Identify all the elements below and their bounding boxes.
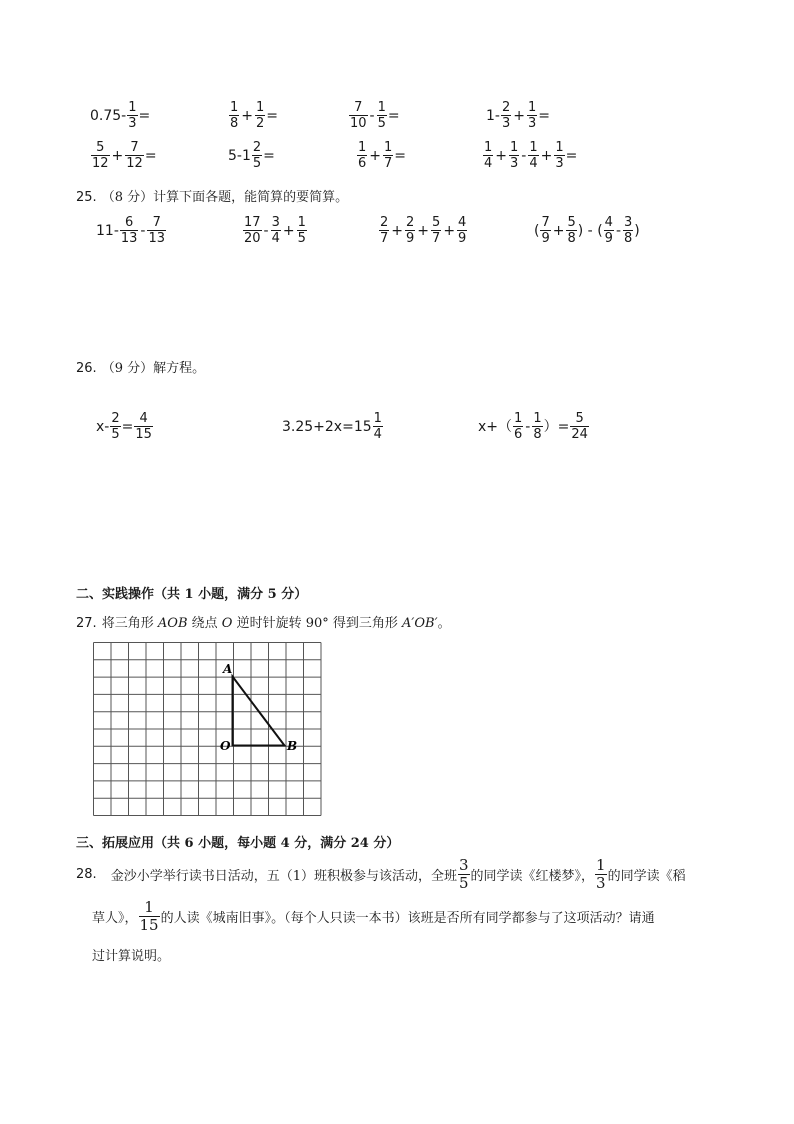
point-label-o: O — [220, 739, 231, 753]
point-label-b: B — [287, 739, 298, 753]
question-28-line-3: 过计算说明。 — [92, 949, 171, 964]
q25-expr-3: $\frac{2}{7}$ + $\frac{2}{9}$ + $\frac{5}{7}$ + $\frac{4}{9}$ — [380, 215, 467, 246]
oral-calc-4: 1- $\frac{2}{3}$ + $\frac{1}{3}$ = — [486, 100, 550, 131]
q26-equation-1: x- $\frac{2}{5}$ = $\frac{4}{15}$ — [96, 411, 152, 442]
fraction: $\frac{1}{15}$ — [139, 898, 159, 934]
oral-calc-1 — [90, 100, 150, 131]
fraction: $\frac{7}{13}$ — [148, 215, 166, 246]
fraction: $\frac{17}{20}$ — [244, 215, 261, 246]
fraction: $\frac{2}{3}$ — [501, 100, 511, 131]
question-28-line-2: 草人》， $\frac{1}{15}$ 的人读《城南旧事》。（每个人只读一本书）该班是否所有同学都参与了这项活动？请通 — [92, 898, 655, 934]
fraction: $\frac{1}{6}$ — [514, 411, 523, 442]
question-text: （8 分）计算下面各题，能简算的要简算。 — [101, 190, 349, 205]
section-heading-application: 三、拓展应用（共 6 小题，每小题 4 分，满分 24 分） — [76, 836, 400, 851]
fraction: $\frac{1}{3}$ — [510, 140, 519, 171]
fraction: $\frac{1}{8}$ — [230, 100, 239, 131]
question-27-text: 27. 将三角形 AOB 绕点 O 逆时针旋转 90° 得到三角形 A′OB′。 — [76, 616, 451, 631]
section-heading-practice: 二、实践操作（共 1 小题，满分 5 分） — [76, 587, 308, 602]
fraction: $\frac{1}{8}$ — [533, 411, 542, 442]
grid-lines — [94, 643, 322, 816]
question-number: 27. — [76, 616, 97, 631]
question-number: 25. — [76, 190, 97, 205]
question-26-header — [76, 357, 205, 376]
fraction: $\frac{4}{9}$ — [458, 215, 467, 246]
fraction: $\frac{1}{6}$ — [358, 140, 367, 171]
fraction: $\frac{5}{12}$ — [92, 140, 109, 171]
q25-expr-1: 11- $\frac{6}{13}$ - $\frac{7}{13}$ — [96, 215, 166, 246]
fraction: $\frac{7}{10}$ — [350, 100, 367, 131]
fraction: $\frac{3}{8}$ — [624, 215, 633, 246]
q25-expr-2: $\frac{17}{20}$ - $\frac{3}{4}$ + $\frac{1}{5}$ — [244, 215, 306, 246]
oral-calc-2: $\frac{1}{8}$ + $\frac{1}{2}$ = — [230, 100, 279, 131]
equals-sign: = — [138, 107, 151, 124]
fraction: $\frac{1}{2}$ — [256, 100, 265, 131]
fraction: $\frac{4}{15}$ — [135, 411, 152, 442]
fraction: $\frac{2}{9}$ — [406, 215, 415, 246]
oral-calc-8: $\frac{1}{4}$ + $\frac{1}{3}$ - $\frac{1}{4}$ + $\frac{1}{3}$ = — [484, 140, 578, 171]
fraction: $\frac{2}{7}$ — [380, 215, 389, 246]
question-25-header — [76, 186, 348, 205]
fraction: $\frac{1}{7}$ — [384, 140, 393, 171]
fraction: $\frac{1}{3}$ — [527, 100, 537, 131]
point-label-a: A — [223, 662, 233, 676]
fraction: $\frac{1}{5}$ — [377, 100, 386, 131]
fraction: $\frac{6}{13}$ — [120, 215, 138, 246]
fraction: $\frac{4}{9}$ — [604, 215, 613, 246]
fraction: $\frac{3}{5}$ — [458, 856, 469, 892]
q25-expr-4: ( $\frac{7}{9}$ + $\frac{5}{8}$ ) - ( $\frac{4}{9}$ - $\frac{3}{8}$ ) — [534, 215, 640, 246]
fraction: $\frac{1}{4}$ — [373, 411, 382, 442]
q26-equation-2: 3.25+2x=15 $\frac{1}{4}$ — [282, 411, 382, 442]
q26-equation-3: x+（ $\frac{1}{6}$ - $\frac{1}{8}$ ）= $\frac{5}{24}$ — [478, 411, 588, 442]
fraction: $\frac{5}{24}$ — [571, 411, 588, 442]
question-28-line-1: 28. 金沙小学举行读书日活动，五（1）班积极参与该活动，全班 $\frac{3}{5}$ 的同学读《红楼梦》， $\frac{1}{3}$ 的同学读《稻 — [76, 856, 686, 892]
fraction: $\frac{5}{7}$ — [432, 215, 441, 246]
fraction: $\frac{1}{3}$ — [128, 100, 137, 131]
oral-calc-5: $\frac{5}{12}$ + $\frac{7}{12}$ = — [92, 140, 157, 171]
fraction: $\frac{1}{3}$ — [555, 140, 564, 171]
fraction: $\frac{1}{5}$ — [297, 215, 306, 246]
rotation-grid-figure — [93, 642, 323, 816]
question-text: （9 分）解方程。 — [101, 361, 206, 376]
expr-prefix: 0.75- — [90, 107, 127, 124]
question-number: 28. — [76, 867, 97, 882]
fraction: $\frac{1}{4}$ — [484, 140, 493, 171]
fraction: $\frac{7}{9}$ — [541, 215, 550, 246]
question-number: 26. — [76, 361, 97, 376]
fraction: $\frac{5}{8}$ — [567, 215, 576, 246]
fraction: $\frac{3}{4}$ — [271, 215, 280, 246]
fraction: $\frac{7}{12}$ — [126, 140, 143, 171]
triangle-aob — [233, 677, 285, 746]
oral-calc-3: $\frac{7}{10}$ - $\frac{1}{5}$ = — [350, 100, 400, 131]
fraction: $\frac{2}{5}$ — [111, 411, 120, 442]
fraction: $\frac{2}{5}$ — [252, 140, 262, 171]
fraction: $\frac{1}{3}$ — [596, 856, 606, 892]
oral-calc-7: $\frac{1}{6}$ + $\frac{1}{7}$ = — [358, 140, 407, 171]
oral-calc-6: 5-1 $\frac{2}{5}$ = — [228, 140, 275, 171]
fraction: $\frac{1}{4}$ — [529, 140, 538, 171]
